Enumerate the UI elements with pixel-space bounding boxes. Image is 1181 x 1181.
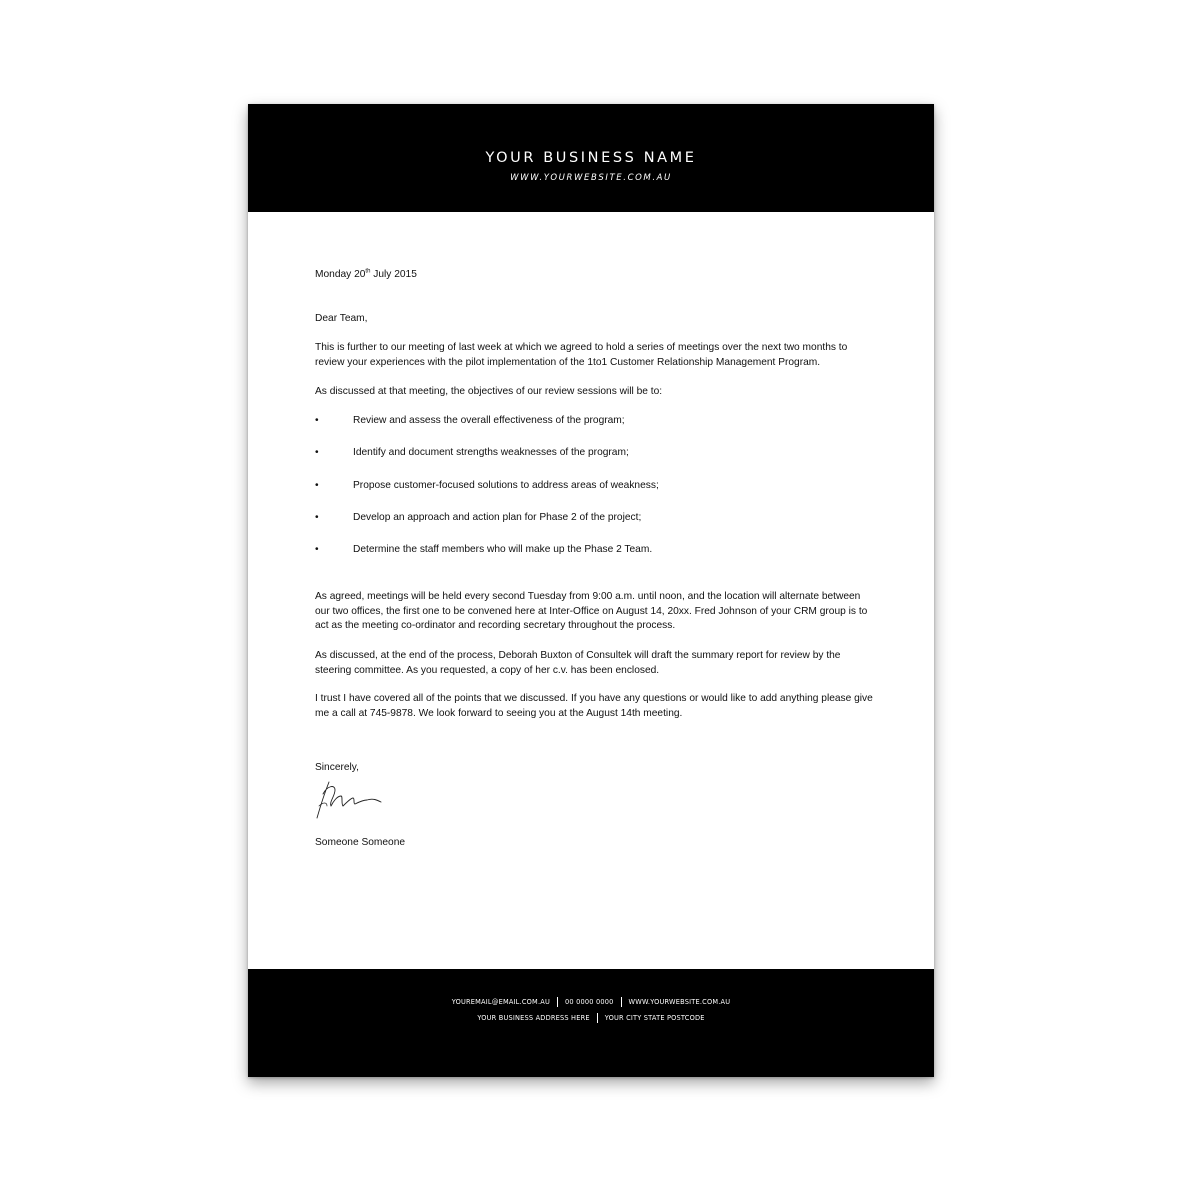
footer-address-line [248,1013,934,1023]
closing-paragraph: I trust I have covered all of the points that we discussed. If you have any questions or would like to add anything please give me a call at 745-9878. We look forward to seeing you at the August 14th meeting. [315,693,873,719]
letterhead-header [248,104,934,212]
footer-divider [621,997,622,1007]
header-website: WWW.YOURWEBSITE.COM.AU [510,173,672,183]
signer-name: Someone Someone [315,837,406,848]
footer-address: YOUR BUSINESS ADDRESS HERE [477,1014,590,1022]
handwritten-signature [315,776,387,824]
bullet-marker: • [315,447,319,458]
bullet-marker: • [315,415,319,426]
footer-city: YOUR CITY STATE POSTCODE [604,1014,705,1022]
business-name: YOUR BUSINESS NAME [485,150,697,166]
footer-email: YOUREMAIL@EMAIL.COM.AU [451,998,550,1006]
footer-divider [557,997,558,1007]
bullet-marker: • [315,480,319,491]
letter-date: Monday 20th July 2015 [315,268,417,280]
greeting: Dear Team, [315,313,368,324]
intro-paragraph: This is further to our meeting of last week at which we agreed to hold a series of meetings over the next two months to review your experiences with the pilot implementation of the 1to1 Customer Relationship Management Program. [315,342,848,368]
letterhead-footer [248,969,934,1077]
sign-off: Sincerely, [315,762,359,773]
footer-website: WWW.YOURWEBSITE.COM.AU [628,998,731,1006]
footer-divider [597,1013,598,1023]
bullet-marker: • [315,544,319,555]
objectives-intro: As discussed at that meeting, the objectives of our review sessions will be to: [315,386,663,397]
bullet-marker: • [315,512,319,523]
report-paragraph: As discussed, at the end of the process, Deborah Buxton of Consultek will draft the summary report for review by the steering committee. As you requested, a copy of her c.v. has been enclosed. [315,650,841,676]
footer-phone: 00 0000 0000 [564,998,614,1006]
footer-contact-line [248,997,934,1007]
letterhead-page: YOUR BUSINESS NAME WWW.YOURWEBSITE.COM.AU Monday 20th July 2015 Dear Team, This is further to our meeting of last week at which we agreed to hold a series of meetings over the next two months to review your experiences with the pilot implementation of the 1to1 Customer Relationship Management Program. As discussed at that meeting, the objectives of our review sessions will be to: • Review and assess the overall effectiveness of the program; • Identify and document strengths weaknesses of the program; • Propose customer-focused solutions to address areas of weakness; • Develop an approach and action plan for Phase 2 of the project; • Determine the staff members who will make up the Phase 2 Team. As agreed, meetings will be held every second Tuesday from 9:00 a.m. until noon, and the location will alternate between our two offices, the first one to be convened here at Inter-Office on August 14, 20xx. Fred Johnson of your CRM group is to act as the meeting co-ordinator and recording secretary throughout the process. As discussed, at the end of the process, Deborah Buxton of Consultek will draft the summary report for review by the steering committee. As you requested, a copy of her c.v. has been enclosed. I trust I have covered all of the points that we discussed. If you have any questions or would like to add anything please give me a call at 745-9878. We look forward to seeing you at the August 14th meeting. Sincerely, Someone Someone YOUREMAIL@EMAIL.COM.AU 00 0000 0000 WWW.YOURWEBSITE.COM.AU YOUR BUSINESS ADDRESS HERE YOUR CITY STATE POSTCODE [248,104,934,1077]
meetings-paragraph: As agreed, meetings will be held every second Tuesday from 9:00 a.m. until noon, and the location will alternate between our two offices, the first one to be convened here at Inter-Office on August 14, 20xx. Fred Johnson of your CRM group is to act as the meeting co-ordinator and recording secretary throughout the process. [315,591,868,632]
